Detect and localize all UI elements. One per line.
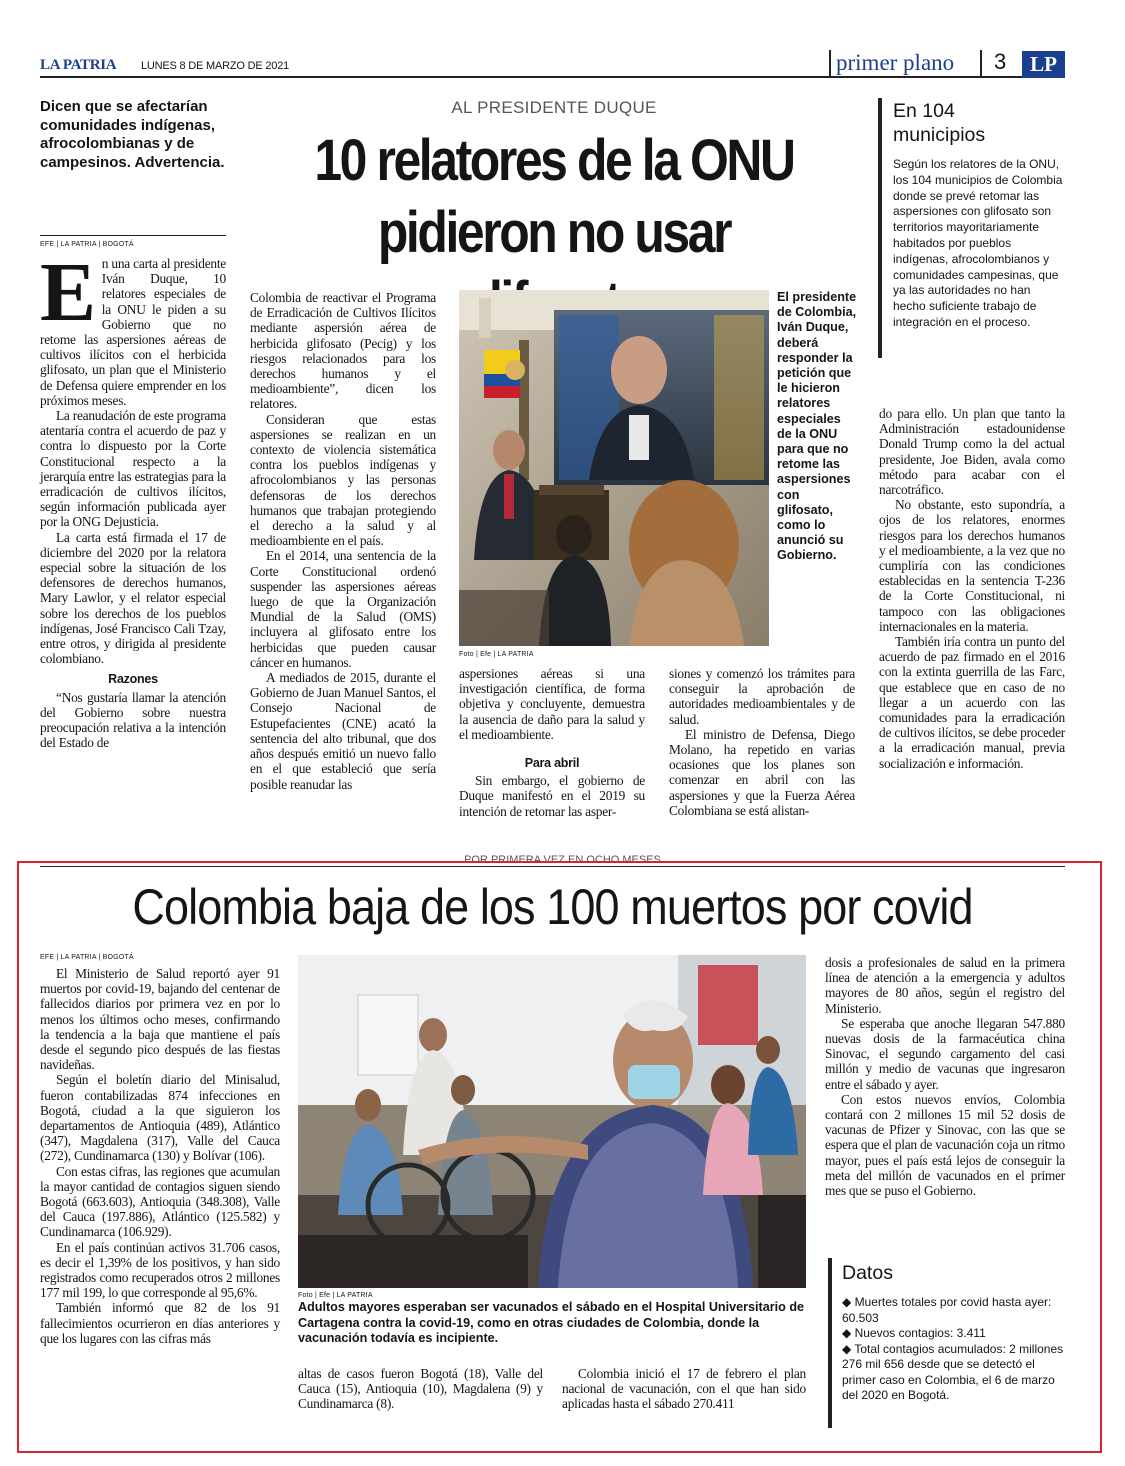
- diamond-bullet-icon: ◆: [842, 1295, 855, 1309]
- story2-paragraph: Colombia inició el 17 de febrero el plan nacional de vacunación, con el que han sido aplicadas hasta el sábado 270.411: [562, 1366, 806, 1412]
- story2-column-4: [825, 955, 1065, 1198]
- story1-subhead-abril: Para abril: [524, 756, 580, 771]
- story2-top-rule: [40, 866, 1065, 867]
- masthead-rule: [40, 76, 1065, 78]
- story1-deck-rule: [40, 235, 226, 236]
- story2-byline: EFE | LA PATRIA | BOGOTÁ: [40, 954, 134, 961]
- story1-paragraph: El ministro de Defensa, Diego Molano, ha repetido en varias ocasiones que los planes son comenzar en abril con las aspersiones y que la Fuerza Aérea Colombiana se está alistan-: [669, 726, 855, 818]
- story1-paragraph: No obstante, esto supondría, a ojos de los relatores, enormes riesgos para los derechos humanos y el medioambiente, a la vez que no cumpliría con las condiciones establecidas en la sentencia T-236 de la Corte Constitucional, ni tampoco con las obligaciones internacionales en la materia.: [879, 497, 1065, 634]
- masthead-date: LUNES 8 DE MARZO DE 2021: [141, 60, 290, 72]
- story1-paragraph: “Nos gustaría llamar la atención del Gobierno sobre nuestra preocupación relativa a la intención del Estado de: [40, 689, 226, 751]
- sidebar-text: Según los relatores de la ONU, los 104 municipios de Colombia donde se prevé retomar las aspersiones con glifosato son territorios mayoritariamente habitados por pueblos indígenas, afrocolombianos y comunidades campesinas, que ya las autoridades no han hecho suficiente trabajo de integración en el proceso.: [893, 157, 1063, 329]
- story2-column-3: [562, 1366, 806, 1412]
- story1-paragraph: aspersiones aéreas si una investigación científica, de forma objetiva y concluyente, demuestra la ausencia de daño para la salud y el medioambiente.: [459, 666, 645, 742]
- story2-paragraph: El Ministerio de Salud reportó ayer 91 muertos por covid-19, bajando del centenar de fallecidos diarios por primera vez en por lo menos los últimos ocho meses, confirmando la tendencia a la baja que mantiene el país desde el segundo pico después de las fiestas navideñas.: [40, 966, 280, 1073]
- story2-paragraph: También informó que 82 de los 91 fallecimientos ocurrieron en días anteriores y que los lugares con las cifras más: [40, 1300, 280, 1346]
- story1-paragraph: También iría contra un punto del acuerdo de paz firmado en el 2016 con la extinta guerrilla de las Farc, que establece que en caso de no llegar a un acuerdo con las comunidades para la erradicación de cultivos ilícitos, se debe proceder a la erradicación manual, previa socialización e información.: [879, 634, 1065, 771]
- datos-item: ◆ Muertes totales por covid hasta ayer: 60.503: [842, 1295, 1052, 1325]
- sidebar-bar: [878, 98, 882, 358]
- story2-photo-credit: Foto | Efe | LA PATRIA: [298, 1292, 373, 1299]
- story1-column-3: [459, 666, 645, 819]
- story2-paragraph: Se esperaba que anoche llegaran 547.880 nuevas dosis de la farmacéutica china Sinovac, el segundo cargamento del casi millón y medio de vacunas que ingresaron entre el sábado y ayer.: [825, 1015, 1065, 1092]
- story1-headline-line2: pidieron no usar: [377, 200, 731, 265]
- duque-photo[interactable]: [459, 290, 769, 646]
- diamond-bullet-icon: ◆: [842, 1326, 855, 1340]
- story1-dropcap: E: [40, 246, 96, 339]
- section-bar-right: [980, 50, 982, 76]
- story1-photo-credit: Foto | Efe | LA PATRIA: [459, 651, 534, 658]
- datos-item: ◆ Nuevos contagios: 3.411: [842, 1326, 986, 1340]
- story1-paragraph: A mediados de 2015, durante el Gobierno de Juan Manuel Santos, el Consejo Nacional de Estupefacientes (CNE) acató la sentencia del alto tribunal, que dos años después emitió un nuevo fallo en el que estableció que sería posible reanudar las: [250, 670, 436, 792]
- story1-deck: Dicen que se afectarían comunidades indígenas, afrocolombianas y de campesinos. Advertencia.: [40, 98, 225, 171]
- story1-kicker: AL PRESIDENTE DUQUE: [451, 98, 657, 117]
- story2-paragraph: altas de casos fueron Bogotá (18), Valle del Cauca (15), Antioquia (10), Magdalena (9) y Cundinamarca (8).: [298, 1366, 543, 1412]
- datos-item: ◆ Total contagios acumulados: 2 millones 276 mil 656 desde que se detectó el primer caso en Colombia, el 6 de marzo del 2020 en Bogotá.: [842, 1341, 1064, 1402]
- story2-photo-caption: Adultos mayores esperaban ser vacunados el sábado en el Hospital Universitario de Cartagena contra la covid-19, como en otras ciudades de Colombia, donde la vacunación todavía es incipiente.: [298, 1300, 805, 1345]
- datos-bar: [828, 1258, 832, 1428]
- story1-subhead-razones: Razones: [108, 672, 158, 687]
- story1-column-4: [669, 666, 855, 818]
- story1-column-5: [879, 406, 1065, 771]
- story1-paragraph: Consideran que estas aspersiones se realizan en un contexto de violencia sistemática contra los pueblos indígenas y afrocolombianos y las personas defensoras de los derechos humanos que trabajan protegiendo el derecho a la salud y al medioambiente en el país.: [250, 411, 436, 549]
- story2-paragraph: Según el boletín diario del Minisalud, fueron contabilizadas 874 infecciones en Bogotá, ciudad a la que siguieron los departamentos de Antioquia (489), Atlántico (347), Magdalena (317), Valle del Cauca (272), Cundinamarca (130) y Bolívar (106).: [40, 1072, 280, 1164]
- story2-headline: Colombia baja de los 100 muertos por covid: [132, 879, 973, 935]
- section-bar-left: [829, 50, 831, 76]
- story1-headline-line1: 10 relatores de la ONU: [314, 128, 794, 193]
- diamond-bullet-icon: ◆: [842, 1341, 855, 1356]
- story1-paragraph: En el 2014, una sentencia de la Corte Constitucional ordenó suspender las aspersiones aéreas luego de que la Organización Mundial de la Salud (OMS) incluyera al glifosato entre los herbicidas que pueden causar cáncer en humanos.: [250, 548, 436, 670]
- sidebar-title: En 104 municipios: [893, 100, 986, 146]
- masthead-brand[interactable]: LA PATRIA: [40, 57, 117, 73]
- page-number: 3: [994, 49, 1007, 74]
- story2-paragraph: dosis a profesionales de salud en la primera línea de atención a la emergencia y adultos mayores de 80 años, según el registro del Ministerio.: [825, 955, 1065, 1016]
- lp-logo[interactable]: LP: [1022, 51, 1065, 78]
- story1-paragraph: La reanudación de este programa atentaría contra el acuerdo de paz y contra lo dispuesto por la Corte Constitucional respecto a la jerarquía entre las estrategias para la erradicación de cultivos ilícitos, según información publicada ayer por la ONG Dejusticia.: [40, 408, 226, 530]
- story1-paragraph: n una carta al presidente Iván Duque, 10 relatores especiales de la ONU le piden a su Gobierno que no retome las aspersiones aéreas de cultivos ilícitos con el herbicida glifosato, un plan que el Ministerio de Defensa quiere emprender en los próximos meses.: [40, 256, 226, 408]
- datos-title: Datos: [842, 1262, 893, 1284]
- story2-column-2: [298, 1366, 543, 1412]
- story1-paragraph: Sin embargo, el gobierno de Duque manifestó en el 2019 su intención de retomar las asper-: [459, 773, 645, 819]
- vaccination-photo-illustration: [298, 955, 806, 1288]
- story1-photo-caption: El presidente de Colombia, Iván Duque, deberá responder la petición que le hicieron relatores especiales de la ONU para que no retome las aspersiones con glifosato, como lo anunció su Gobierno.: [777, 290, 857, 563]
- vaccination-photo[interactable]: [298, 955, 806, 1288]
- story2-paragraph: Con estas cifras, las regiones que acumulan la mayor cantidad de contagios siguen siendo Bogotá (663.603), Antioquia (348.308), Valle del Cauca (197.886), Atlántico (125.582) y Cundinamarca (106.929).: [40, 1163, 280, 1240]
- story2-column-1: [40, 966, 280, 1346]
- story1-paragraph: La carta está firmada el 17 de diciembre del 2020 por la relatora especial sobre la situación de los defensores de derechos humanos, Mary Lawlor, y el relator especial sobre los derechos de los pueblos indígenas, José Francisco Cali Tzay, entre otros, y dirigida al presidente colombiano.: [40, 529, 226, 667]
- story1-paragraph: Colombia de reactivar el Programa de Erradicación de Cultivos Ilícitos mediante aspersión aérea de herbicida glifosato (Pecig) y los riesgos relacionados para los derechos humanos y el medioambiente”, dicen los relatores.: [250, 290, 436, 412]
- datos-list: [842, 1295, 1064, 1404]
- story1-column-2: [250, 290, 436, 792]
- section-label: primer plano: [836, 50, 955, 75]
- story1-byline: EFE | LA PATRIA | BOGOTÁ: [40, 241, 134, 248]
- story1-column-1: [40, 246, 226, 751]
- story1-paragraph: siones y comenzó los trámites para conseguir la aprobación de autoridades medioambientales y de salud.: [669, 666, 855, 727]
- duque-photo-illustration: [459, 290, 769, 646]
- story2-paragraph: Con estos nuevos envíos, Colombia contará con 2 millones 15 mil 52 dosis de vacunas de Pfizer y Sinovac, con las que se espera que el plan de vacunación coja un ritmo mayor, pues el país está lejos de conseguir la meta del millón de vacunados en el primer mes que se puso el Gobierno.: [825, 1091, 1065, 1199]
- story2-paragraph: En el país continúan activos 31.706 casos, es decir el 1,39% de los positivos, y han sido registrados como recuperados otros 2 millones 177 mil 199, lo que corresponde al 95,6%.: [40, 1239, 280, 1301]
- story2-kicker: POR PRIMERA VEZ EN OCHO MESES: [464, 854, 661, 862]
- story1-paragraph: do para ello. Un plan que tanto la Administración estadounidense Donald Trump como la del actual presidente, Joe Biden, avala como método para acabar con el narcotráfico.: [879, 406, 1065, 498]
